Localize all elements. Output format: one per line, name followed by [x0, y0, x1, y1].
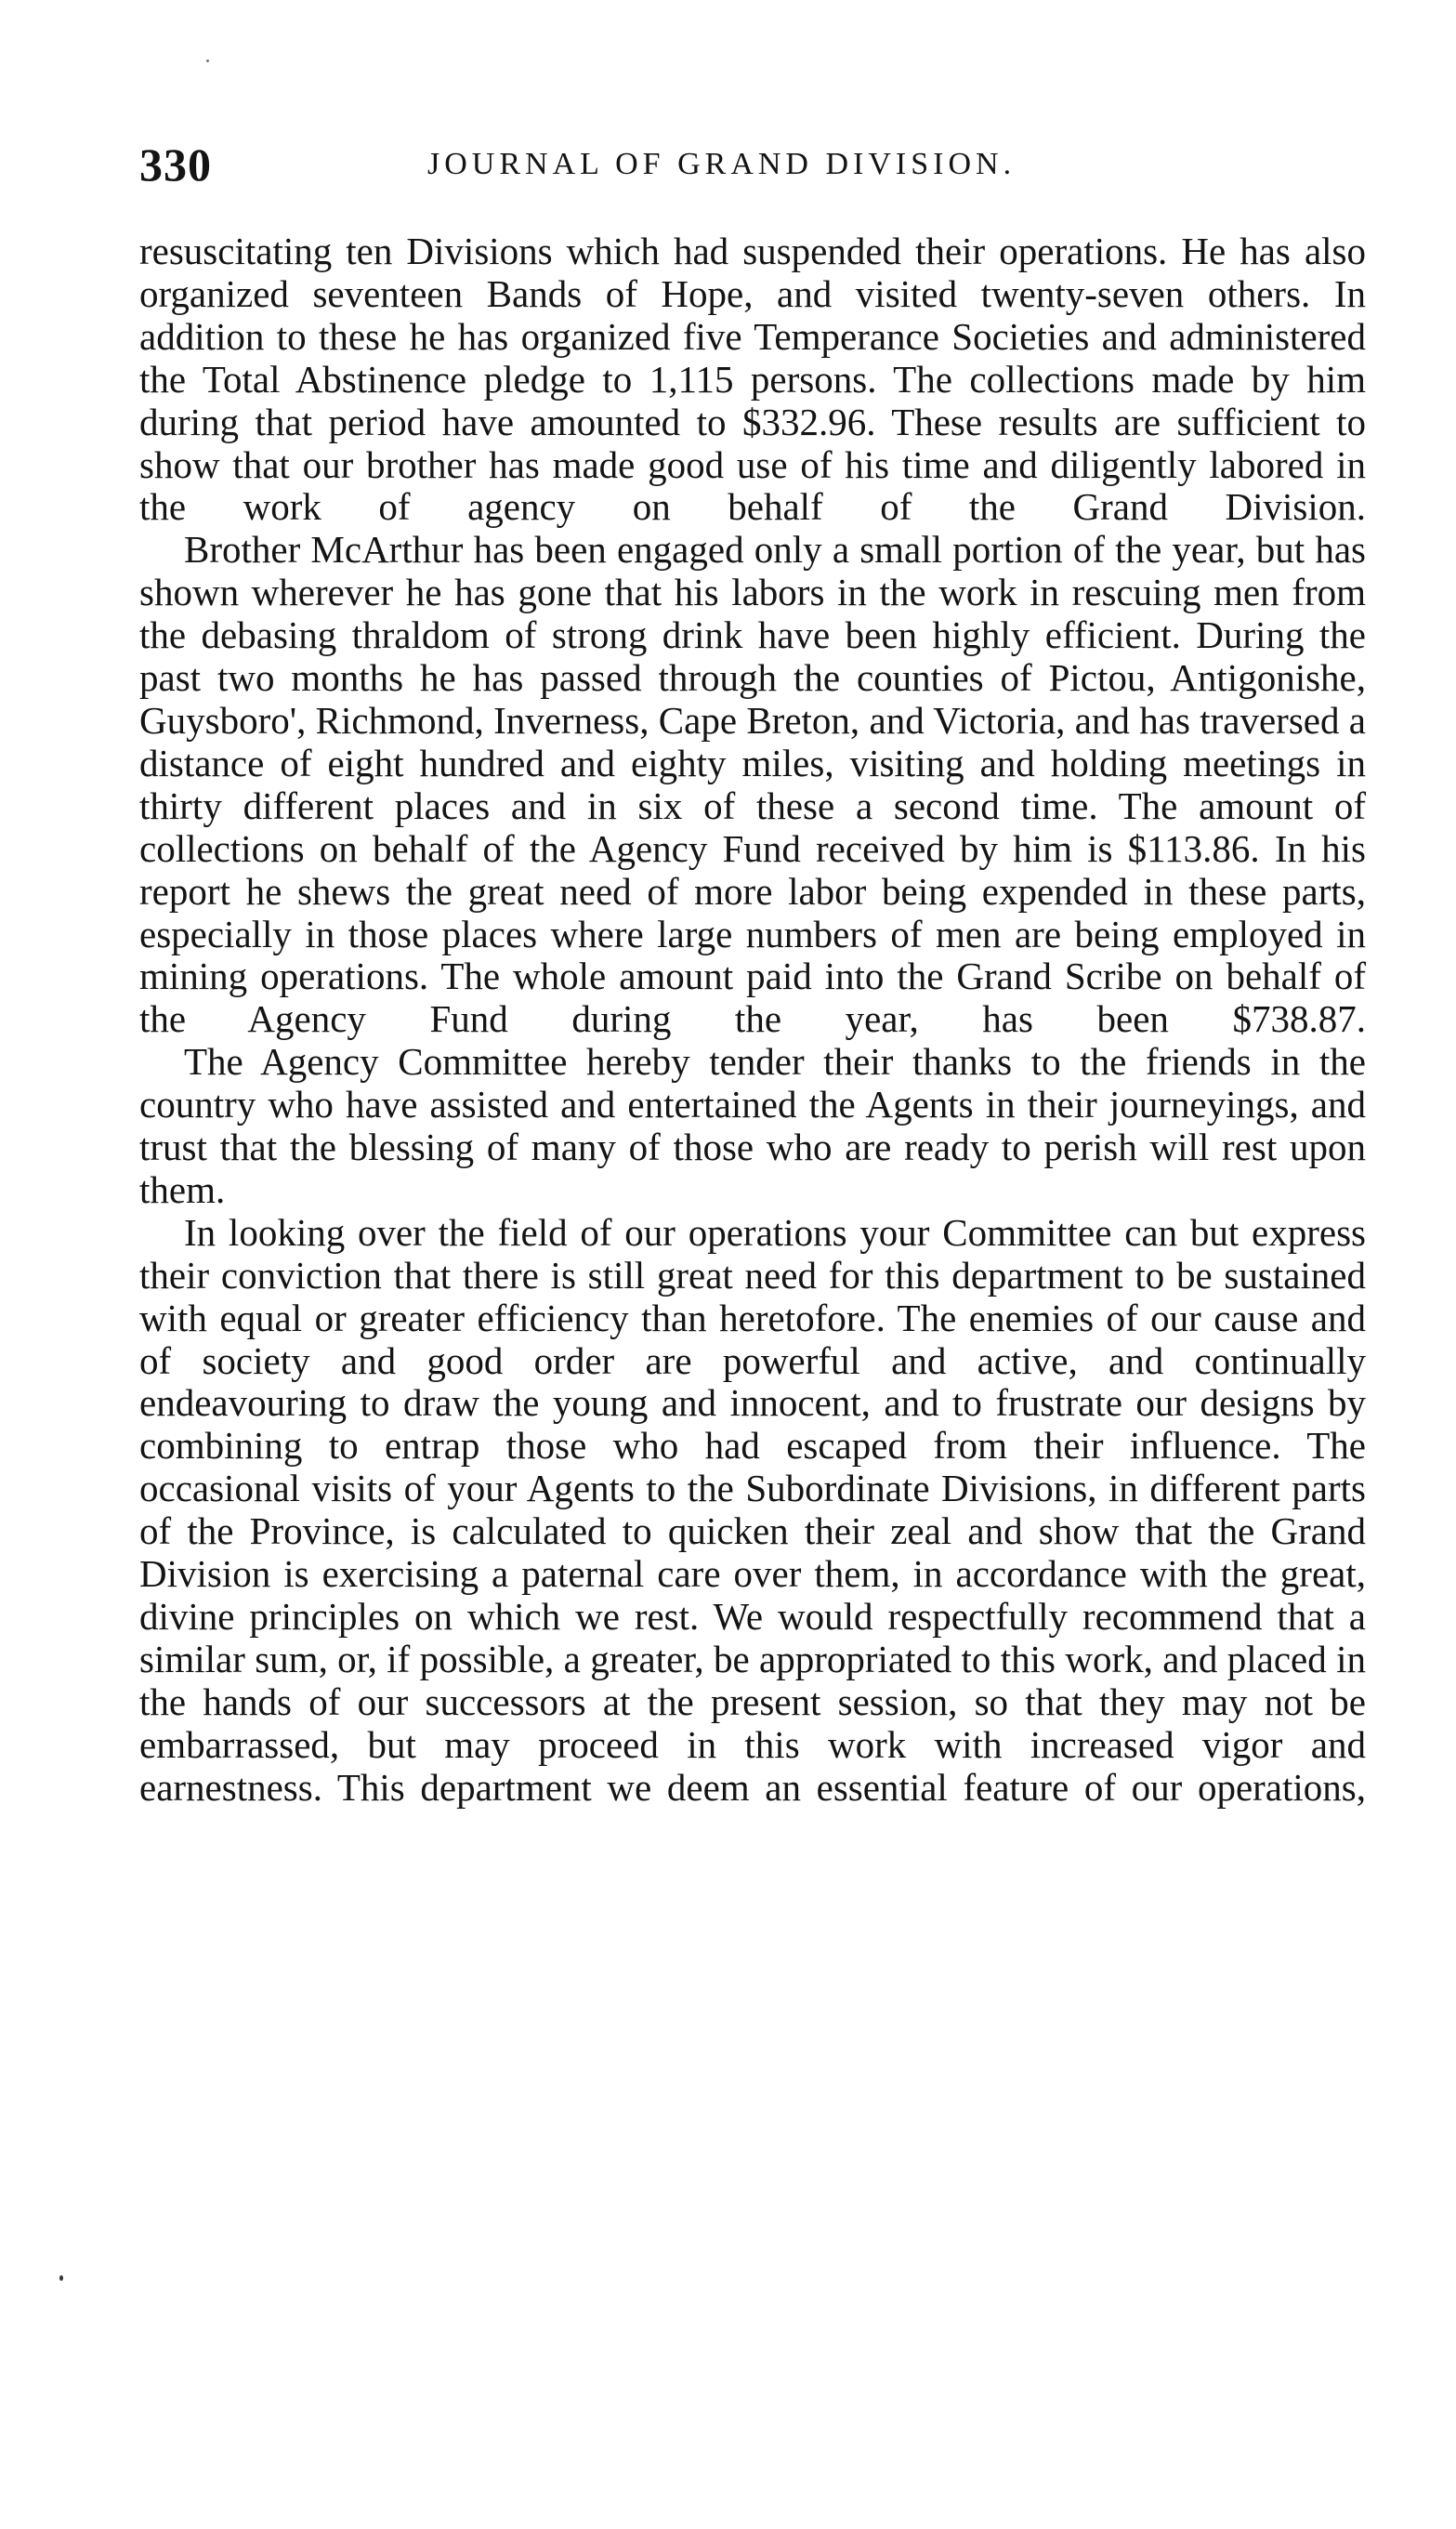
page-header: [139, 138, 1366, 193]
page-number: 330: [139, 138, 212, 191]
speck-mark: [206, 59, 209, 62]
paragraph-mcarthur: Brother McArthur has been engaged only a small portion of the year, but has shown wherever he has gone that his labors in the work in rescuing men from the debasing thraldom of strong drink have been highly efficient. During the past two months he has passed through the counties of Pictou, Antigonishe, Guysboro', Richmond, Inverness, Cape Breton, and Victoria, and has traversed a distance of eight hundred and eighty miles, visiting and holding meetings in thirty different places and in six of these a second time. The amount of collections on behalf of the Agency Fund received by him is $113.86. In his report he shews the great need of more labor being expended in these parts, especially in those places where large numbers of men are being employed in mining operations. The whole amount paid into the Grand Scribe on behalf of the Agency Fund during the year, has been $738.87.: [139, 528, 1366, 1041]
running-head: JOURNAL OF GRAND DIVISION.: [427, 147, 1017, 181]
speck-mark: [59, 2275, 63, 2281]
paragraph-continued: resuscitating ten Divisions which had suspended their operations. He has also organized seventeen Bands of Hope, and visited twenty-seven others. In addition to these he has organized five Temperance Societies and administered the Total Abstinence pledge to 1,115 persons. The collections made by him during that period have amounted to $332.96. These results are sufficient to show that our brother has made good use of his time and diligently labored in the work of agency on behalf of the Grand Division.: [139, 230, 1366, 529]
paragraph-recommendation: In looking over the field of our operations your Committee can but express their conviction that there is still great need for this department to be sustained with equal or greater efficiency than heretofore. The enemies of our cause and of society and good order are powerful and active, and continually endeavouring to draw the young and innocent, and to frustrate our designs by combining to entrap those who had escaped from their influence. The occasional visits of your Agents to the Subordinate Divisions, in different parts of the Province, is calculated to quicken their zeal and show that the Grand Division is exercising a paternal care over them, in accordance with the great, divine principles on which we rest. We would respectfully recommend that a similar sum, or, if possible, a greater, be appropriated to this work, and placed in the hands of our successors at the present session, so that they may not be embarrassed, but may proceed in this work with increased vigor and earnestness. This department we deem an essential feature of our operations,: [139, 1210, 1366, 1809]
paragraph-thanks: The Agency Committee hereby tender their thanks to the friends in the country who have assisted and entertained the Agents in their journeyings, and trust that the blessing of many of those who are ready to perish will rest upon them.: [139, 1040, 1366, 1211]
body-text: [139, 231, 1366, 1810]
